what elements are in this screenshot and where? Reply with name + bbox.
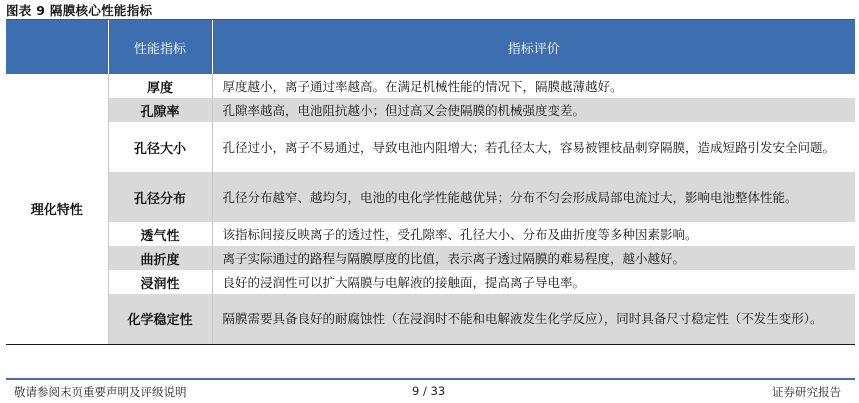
description-cell: 离子实际通过的路程与隔膜厚度的比值，表示离子透过隔膜的难易程度，越小越好。	[212, 246, 855, 270]
description-cell: 良好的浸润性可以扩大隔膜与电解液的接触面，提高离子导电率。	[212, 270, 855, 294]
metric-cell: 浸润性	[108, 270, 212, 294]
table-row	[6, 74, 855, 98]
table-row	[6, 246, 855, 270]
metric-cell: 孔径分布	[108, 172, 212, 222]
metric-cell: 曲折度	[108, 246, 212, 270]
description-cell: 孔径过小，离子不易通过，导致电池内阻增大；若孔径太大，容易被锂枝晶刺穿隔膜，造成短路引发安全问题。	[212, 122, 855, 172]
separator-performance-table	[6, 20, 855, 345]
metric-cell: 孔径大小	[108, 122, 212, 172]
description-cell: 该指标间接反映离子的透过性，受孔隙率、孔径大小、分布及曲折度等多种因素影响。	[212, 222, 855, 246]
category-cell: 理化特性	[6, 74, 108, 344]
table-row	[6, 294, 855, 344]
header-evaluation: 指标评价	[212, 20, 855, 74]
footer-divider	[6, 378, 855, 380]
table-header-row	[6, 20, 855, 74]
description-cell: 隔膜需要具备良好的耐腐蚀性（在浸润时不能和电解液发生化学反应），同时具备尺寸稳定性（不发生变形）。	[212, 294, 855, 344]
table-row	[6, 270, 855, 294]
header-category	[6, 20, 108, 74]
table-row	[6, 222, 855, 246]
table-row	[6, 122, 855, 172]
table-row	[6, 98, 855, 122]
metric-cell: 透气性	[108, 222, 212, 246]
figure-title: 图表 9 隔膜核心性能指标	[6, 3, 153, 18]
metric-cell: 厚度	[108, 74, 212, 98]
footer-disclaimer: 敬请参阅末页重要声明及评级说明	[14, 385, 187, 399]
metric-cell: 化学稳定性	[108, 294, 212, 344]
description-cell: 孔径分布越窄、越均匀，电池的电化学性能越优异；分布不匀会形成局部电流过大，影响电池整体性能。	[212, 172, 855, 222]
footer-report-type: 证券研究报告	[772, 385, 841, 399]
metric-cell: 孔隙率	[108, 98, 212, 122]
table-row	[6, 172, 855, 222]
page-number: 9 / 33	[412, 384, 446, 398]
header-metric: 性能指标	[108, 20, 212, 74]
description-cell: 孔隙率越高，电池阻抗越小；但过高又会使隔膜的机械强度变差。	[212, 98, 855, 122]
description-cell: 厚度越小，离子通过率越高。在满足机械性能的情况下，隔膜越薄越好。	[212, 74, 855, 98]
